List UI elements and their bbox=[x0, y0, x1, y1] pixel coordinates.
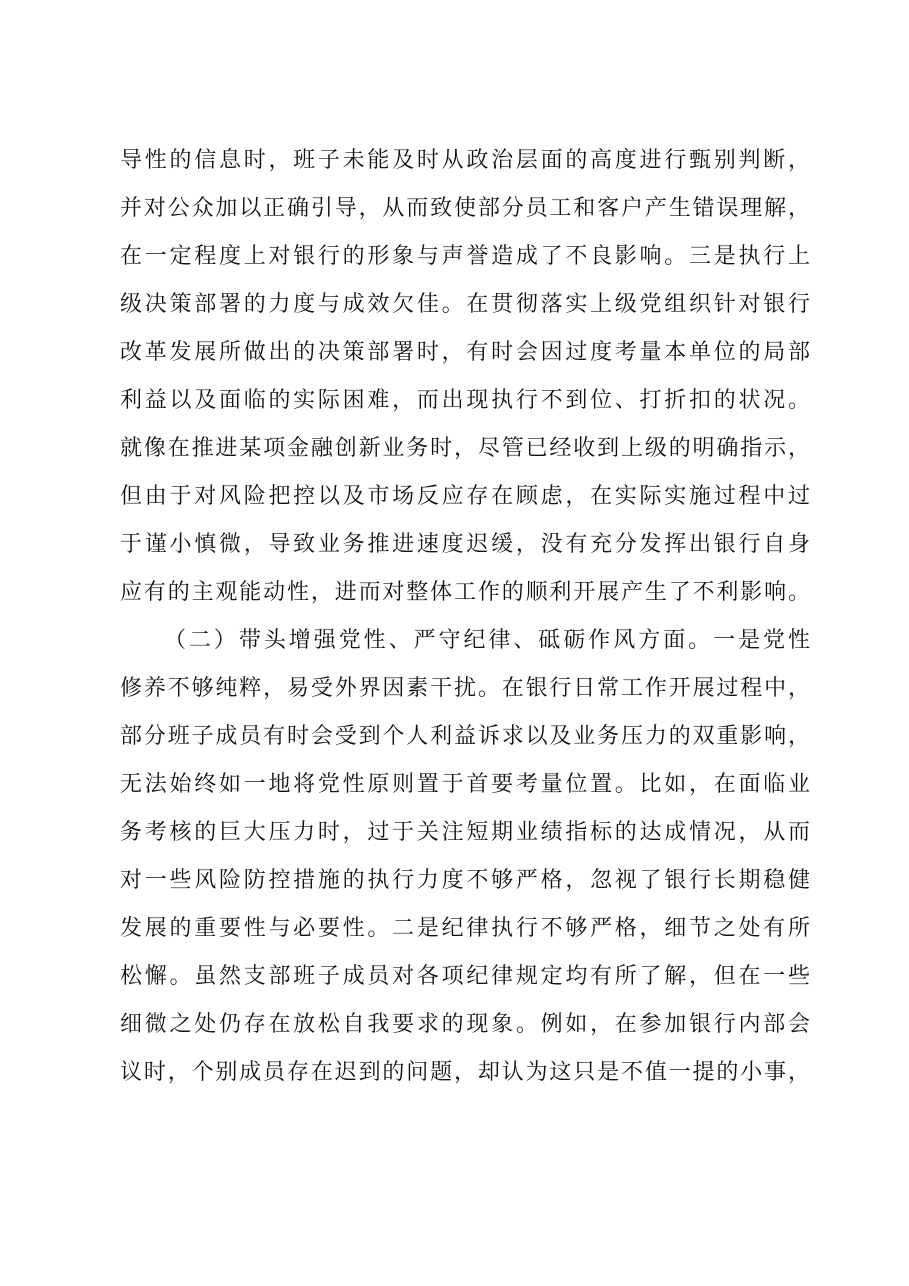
text-line: 对一些风险防控措施的执行力度不够严格，忽视了银行长期稳健 bbox=[120, 868, 810, 893]
text-line: 无法始终如一地将党性原则置于首要考量位置。比如，在面临业 bbox=[120, 772, 810, 797]
text-line: 于谨小慎微，导致业务推进速度迟缓，没有充分发挥出银行自身 bbox=[120, 532, 810, 557]
text-line: 修养不够纯粹，易受外界因素干扰。在银行日常工作开展过程中， bbox=[120, 676, 810, 701]
text-line: 议时，个别成员存在迟到的问题，却认为这只是不值一提的小事， bbox=[120, 1060, 810, 1085]
text-line: 务考核的巨大压力时，过于关注短期业绩指标的达成情况，从而 bbox=[120, 820, 810, 845]
text-line: 部分班子成员有时会受到个人利益诉求以及业务压力的双重影响， bbox=[120, 724, 810, 749]
text-line: 导性的信息时，班子未能及时从政治层面的高度进行甄别判断， bbox=[120, 148, 810, 173]
text-line: 但由于对风险把控以及市场反应存在顾虑，在实际实施过程中过 bbox=[120, 484, 810, 509]
text-line: 并对公众加以正确引导，从而致使部分员工和客户产生错误理解， bbox=[120, 196, 810, 221]
text-line: 级决策部署的力度与成效欠佳。在贯彻落实上级党组织针对银行 bbox=[120, 292, 810, 317]
text-line: 改革发展所做出的决策部署时，有时会因过度考量本单位的局部 bbox=[120, 340, 810, 365]
text-line: 细微之处仍存在放松自我要求的现象。例如，在参加银行内部会 bbox=[120, 1012, 810, 1037]
text-line: 应有的主观能动性，进而对整体工作的顺利开展产生了不利影响。 bbox=[120, 580, 810, 605]
text-line: 松懈。虽然支部班子成员对各项纪律规定均有所了解，但在一些 bbox=[120, 964, 810, 989]
text-line: 就像在推进某项金融创新业务时，尽管已经收到上级的明确指示， bbox=[120, 436, 810, 461]
text-line: 在一定程度上对银行的形象与声誉造成了不良影响。三是执行上 bbox=[120, 244, 810, 269]
text-line: 发展的重要性与必要性。二是纪律执行不够严格，细节之处有所 bbox=[120, 916, 810, 941]
text-line: 利益以及面临的实际困难，而出现执行不到位、打折扣的状况。 bbox=[120, 388, 810, 413]
document-body bbox=[120, 137, 810, 1097]
section-heading-line: （二）带头增强党性、严守纪律、砥砺作风方面。一是党性 bbox=[164, 628, 810, 653]
